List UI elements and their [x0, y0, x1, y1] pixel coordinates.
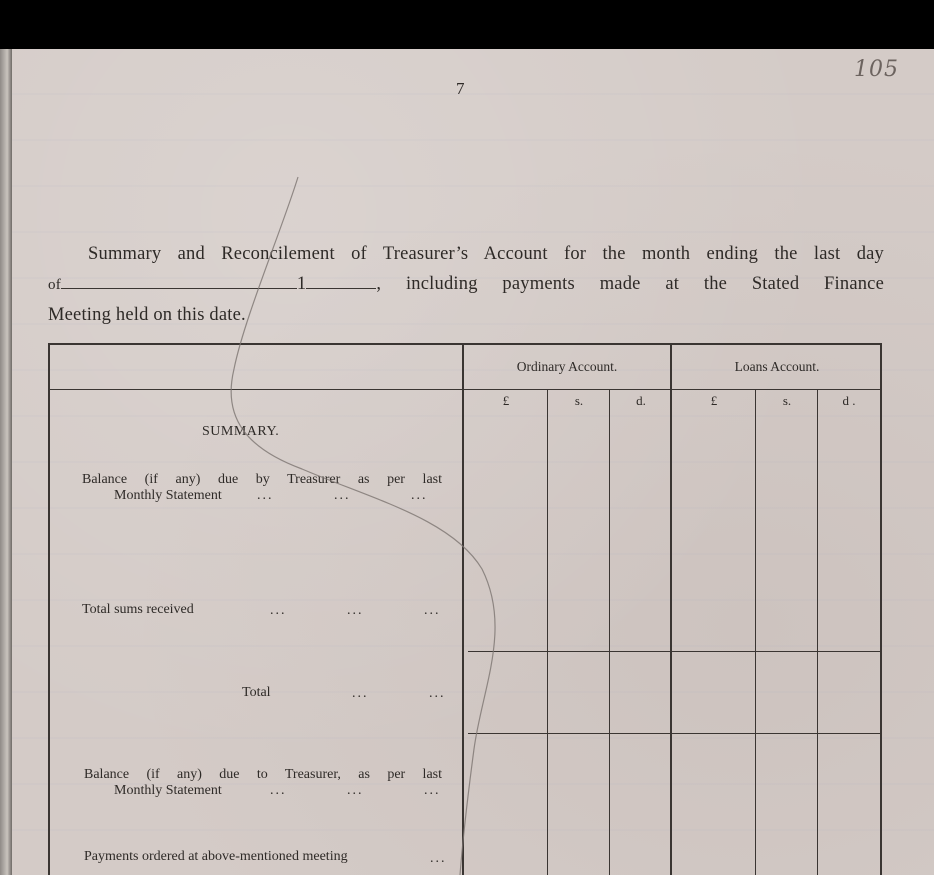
row-label-line2: Monthly Statement [114, 488, 222, 503]
row-payments-ordered: Payments ordered at above-mentioned meeting [84, 849, 348, 864]
loans-account-header: Loans Account. [734, 359, 820, 374]
intro-line-1: Summary and Reconcilement of Treasurer’s Account for the month ending the last day [88, 244, 884, 264]
unit-loans-pounds: £ [710, 393, 718, 408]
pencil-stroke [12, 49, 934, 875]
intro-of: of [48, 277, 61, 293]
unit-ordinary-pence: d. [636, 393, 646, 408]
ordinary-account-header: Ordinary Account. [516, 359, 618, 374]
intro-year-prefix: 1 [296, 274, 307, 294]
intro-line-2-tail: , including payments made at the Stated Finance [376, 274, 884, 294]
ledger-page [12, 49, 934, 875]
row-total: Total [242, 685, 271, 700]
page-number: 7 [456, 79, 465, 98]
row-label-line1: Balance (if any) due by Treasurer as per last [82, 472, 442, 487]
row-label-line2: Monthly Statement [114, 783, 222, 798]
unit-ordinary-shillings: s. [574, 393, 584, 408]
row-dots: ... ... ... [257, 488, 428, 503]
handwritten-folio-number: 105 [854, 57, 899, 82]
summary-heading: SUMMARY. [202, 424, 280, 439]
unit-loans-pence: d . [842, 393, 856, 408]
row-label-line1: Balance (if any) due to Treasurer, as per last [84, 767, 442, 782]
left-page-edge [0, 49, 12, 875]
unit-ordinary-pounds: £ [502, 393, 510, 408]
row-dots: ... ... [352, 686, 446, 701]
row-dots: ... ... ... [270, 603, 441, 618]
row-dots: ... ... ... [270, 783, 441, 798]
row-total-sums-received: Total sums received [82, 602, 194, 617]
unit-loans-shillings: s. [782, 393, 792, 408]
intro-line-3: Meeting held on this date. [48, 305, 246, 325]
top-black-bar [0, 0, 934, 49]
row-dots: ... [430, 851, 447, 866]
